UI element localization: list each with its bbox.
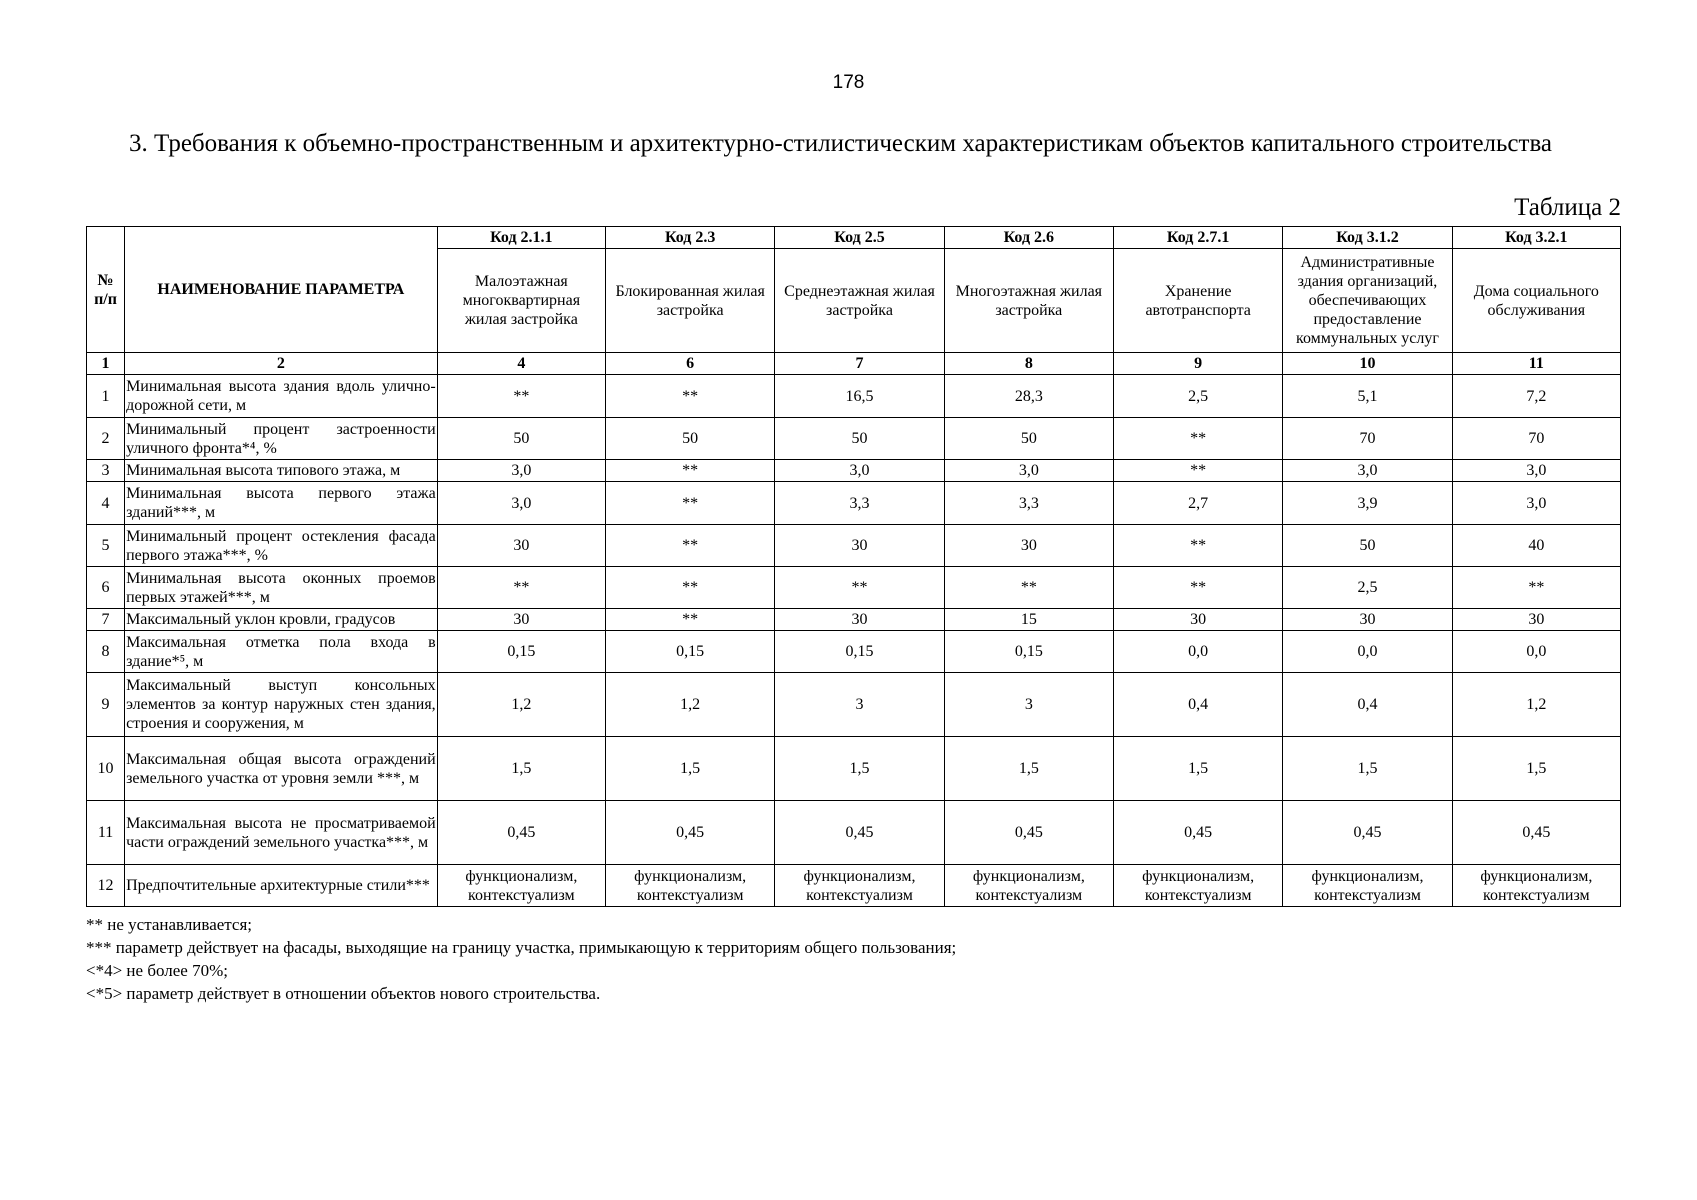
parameter-value: 50 [944,418,1113,460]
parameter-value: 0,15 [606,631,775,673]
table-row [87,482,1621,525]
parameter-value: ** [606,567,775,609]
parameter-value: 0,4 [1283,673,1452,737]
parameter-value: 1,2 [437,673,605,737]
parameter-value: ** [1113,460,1282,482]
parameter-value: 28,3 [944,375,1113,418]
parameter-value: 3,9 [1283,482,1452,525]
parameter-value: ** [437,375,605,418]
footnote: <*5> параметр действует в отношении объектов нового строительства. [86,984,601,1003]
row-number: 4 [87,482,125,525]
parameter-value: 3,0 [944,460,1113,482]
table-row [87,609,1621,631]
column-index-row [87,353,1621,375]
parameter-value: функционализм, контекстуализм [944,865,1113,907]
parameter-value: функционализм, контекстуализм [437,865,605,907]
table-row [87,418,1621,460]
parameter-value: 3,0 [1452,460,1620,482]
column-index: 7 [775,353,944,375]
parameter-value: 0,45 [1283,801,1452,865]
parameter-value: функционализм, контекстуализм [1283,865,1452,907]
parameter-value: функционализм, контекстуализм [1113,865,1282,907]
column-name: Малоэтажная многоквартирная жилая застройка [437,249,605,353]
footnote: ** не устанавливается; [86,915,253,934]
parameter-name: Минимальный процент остекления фасада первого этажа***, % [125,525,438,567]
parameter-value: функционализм, контекстуализм [1452,865,1620,907]
parameter-value: 5,1 [1283,375,1452,418]
parameter-value: ** [437,567,605,609]
parameter-name: Максимальная отметка пола входа в здание*⁵, м [125,631,438,673]
parameter-value: 0,45 [944,801,1113,865]
column-name: Блокированная жилая застройка [606,249,775,353]
column-code: Код 3.2.1 [1452,227,1620,249]
row-number: 1 [87,375,125,418]
table-label: Таблица 2 [1514,194,1621,221]
parameter-value: ** [606,525,775,567]
column-name: Среднеэтажная жилая застройка [775,249,944,353]
column-code: Код 2.5 [775,227,944,249]
table-row [87,865,1621,907]
requirements-table [86,226,1621,907]
parameter-value: 30 [1452,609,1620,631]
parameter-value: 0,45 [437,801,605,865]
parameter-value: 2,5 [1283,567,1452,609]
parameter-value: ** [775,567,944,609]
parameter-value: ** [1452,567,1620,609]
parameter-value: 3,0 [437,482,605,525]
parameter-value: 3,0 [437,460,605,482]
parameter-value: ** [1113,525,1282,567]
row-number: 12 [87,865,125,907]
parameter-value: 0,45 [775,801,944,865]
row-number: 2 [87,418,125,460]
parameter-name: Максимальный выступ консольных элементов за контур наружных стен здания, строения и сооружения, м [125,673,438,737]
column-code: Код 2.7.1 [1113,227,1282,249]
parameter-value: 3 [775,673,944,737]
parameter-value: ** [944,567,1113,609]
parameter-value: 50 [1283,525,1452,567]
parameter-value: 0,0 [1452,631,1620,673]
code-header-row [87,227,1621,249]
parameter-value: 15 [944,609,1113,631]
column-code: Код 2.6 [944,227,1113,249]
footnotes [86,913,1621,1005]
row-number: 10 [87,737,125,801]
parameter-value: 16,5 [775,375,944,418]
parameter-name: Минимальная высота здания вдоль улично-дорожной сети, м [125,375,438,418]
column-index: 4 [437,353,605,375]
column-index: 10 [1283,353,1452,375]
row-number: 3 [87,460,125,482]
parameter-value: 3 [944,673,1113,737]
parameter-value: ** [606,375,775,418]
parameter-value: ** [606,482,775,525]
parameter-value: 7,2 [1452,375,1620,418]
column-index: 11 [1452,353,1620,375]
param-header: НАИМЕНОВАНИЕ ПАРАМЕТРА [125,227,438,353]
parameter-value: 2,5 [1113,375,1282,418]
parameter-value: функционализм, контекстуализм [606,865,775,907]
section-heading: 3. Требования к объемно-пространственным и архитектурно-стилистическим характеристикам объектов капитального строительства [129,130,1553,157]
parameter-value: ** [606,609,775,631]
parameter-value: функционализм, контекстуализм [775,865,944,907]
parameter-value: 3,0 [1283,460,1452,482]
row-number: 6 [87,567,125,609]
parameter-value: 40 [1452,525,1620,567]
parameter-value: 1,5 [606,737,775,801]
table-row [87,801,1621,865]
page-number: 178 [832,72,865,93]
parameter-value: 3,3 [775,482,944,525]
table-row [87,631,1621,673]
parameter-value: 0,15 [437,631,605,673]
parameter-value: 50 [606,418,775,460]
column-name: Многоэтажная жилая застройка [944,249,1113,353]
parameter-name: Максимальная общая высота ограждений земельного участка от уровня земли ***, м [125,737,438,801]
parameter-value: 30 [775,525,944,567]
parameter-value: 1,5 [1283,737,1452,801]
parameter-value: 0,15 [944,631,1113,673]
parameter-name: Максимальный уклон кровли, градусов [125,609,438,631]
parameter-value: 1,5 [775,737,944,801]
parameter-value: 0,45 [1113,801,1282,865]
table-row [87,460,1621,482]
column-index: 2 [125,353,438,375]
row-number: 9 [87,673,125,737]
parameter-name: Предпочтительные архитектурные стили*** [125,865,438,907]
column-name: Административные здания организаций, обеспечивающих предоставление коммунальных услуг [1283,249,1452,353]
parameter-value: 70 [1283,418,1452,460]
column-name: Хранение автотранспорта [1113,249,1282,353]
num-header: № п/п [87,227,125,353]
parameter-value: 50 [775,418,944,460]
parameter-value: 3,0 [1452,482,1620,525]
parameter-value: 30 [437,525,605,567]
parameter-value: 1,5 [1113,737,1282,801]
parameter-value: 3,0 [775,460,944,482]
column-index: 1 [87,353,125,375]
parameter-name: Минимальная высота оконных проемов первых этажей***, м [125,567,438,609]
parameter-value: 0,45 [606,801,775,865]
parameter-value: ** [606,460,775,482]
parameter-value: 0,4 [1113,673,1282,737]
parameter-value: 30 [1283,609,1452,631]
column-index: 6 [606,353,775,375]
parameter-value: 50 [437,418,605,460]
column-code: Код 3.1.2 [1283,227,1452,249]
parameter-name: Минимальная высота типового этажа, м [125,460,438,482]
parameter-value: 3,3 [944,482,1113,525]
parameter-value: ** [1113,567,1282,609]
table-row [87,673,1621,737]
parameter-value: 30 [775,609,944,631]
parameter-value: 0,45 [1452,801,1620,865]
footnote: <*4> не более 70%; [86,961,228,980]
parameter-value: 30 [944,525,1113,567]
row-number: 7 [87,609,125,631]
parameter-value: 0,0 [1113,631,1282,673]
column-index: 9 [1113,353,1282,375]
parameter-name: Минимальный процент застроенности уличного фронта*⁴, % [125,418,438,460]
table-row [87,737,1621,801]
table-row [87,525,1621,567]
column-code: Код 2.3 [606,227,775,249]
parameter-value: 30 [1113,609,1282,631]
parameter-value: ** [1113,418,1282,460]
parameter-value: 1,2 [1452,673,1620,737]
table-row [87,375,1621,418]
parameter-value: 70 [1452,418,1620,460]
row-number: 8 [87,631,125,673]
column-index: 8 [944,353,1113,375]
column-code: Код 2.1.1 [437,227,605,249]
parameter-value: 0,0 [1283,631,1452,673]
footnote: *** параметр действует на фасады, выходящие на границу участка, примыкающую к территориям общего пользования; [86,938,957,957]
parameter-value: 0,15 [775,631,944,673]
parameter-name: Минимальная высота первого этажа зданий***, м [125,482,438,525]
parameter-value: 1,5 [437,737,605,801]
parameter-value: 1,5 [1452,737,1620,801]
parameter-value: 2,7 [1113,482,1282,525]
column-name: Дома социального обслуживания [1452,249,1620,353]
row-number: 11 [87,801,125,865]
row-number: 5 [87,525,125,567]
parameter-value: 1,5 [944,737,1113,801]
parameter-name: Максимальная высота не просматриваемой части ограждений земельного участка***, м [125,801,438,865]
parameter-value: 1,2 [606,673,775,737]
table-row [87,567,1621,609]
parameter-value: 30 [437,609,605,631]
